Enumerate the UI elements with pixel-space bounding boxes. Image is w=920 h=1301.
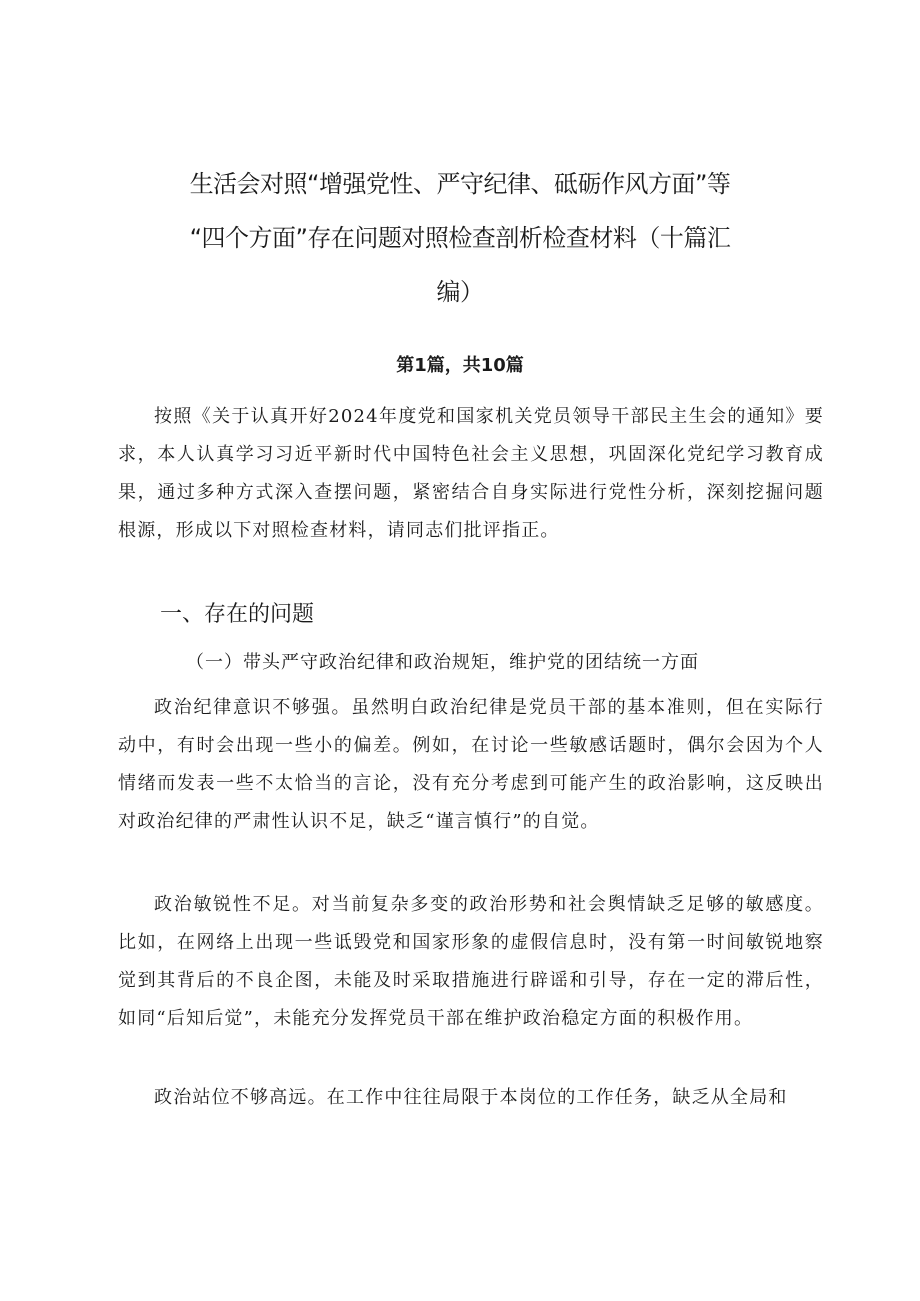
title-line-1: 生活会对照“增强党性、严守纪律、砥砺作风方面”等 (189, 170, 731, 198)
body-paragraph-3: 政治站位不够高远。在工作中往往局限于本岗位的工作任务，缺乏从全局和 (154, 1087, 788, 1108)
section-heading: 一、存在的问题 (160, 602, 315, 627)
title-line-3: 编） (436, 278, 484, 306)
body-paragraph-2: 政治敏锐性不足。对当前复杂多变的政治形势和社会舆情缺乏足够的敏感度。比如，在网络上出现一些诋毁党和国家形象的虚假信息时，没有第一时间敏锐地察觉到其背后的不良企图，未能及时采取措施进行辟谣和引导，存在一定的滞后性，如同“后知后觉”，未能充分发挥党员干部在维护政治稳定方面的积极作用。 (118, 894, 824, 1029)
document-title (160, 157, 760, 319)
title-line-2: “四个方面”存在问题对照检查剖析检查材料（十篇汇 (189, 224, 731, 252)
body-paragraph-1: 政治纪律意识不够强。虽然明白政治纪律是党员干部的基本准则，但在实际行动中，有时会出现一些小的偏差。例如，在讨论一些敏感话题时，偶尔会因为个人情绪而发表一些不太恰当的言论，没有充分考虑到可能产生的政治影响，这反映出对政治纪律的严肃性认识不足，缺乏“谨言慎行”的自觉。 (118, 697, 824, 832)
subsection-heading: （一）带头严守政治纪律和政治规矩，维护党的团结统一方面 (186, 652, 699, 673)
intro-paragraph: 按照《关于认真开好2024年度党和国家机关党员领导干部民主生会的通知》要求，本人认真学习习近平新时代中国特色社会主义思想，巩固深化党纪学习教育成果，通过多种方式深入查摆问题，紧密结合自身实际进行党性分析，深刻挖掘问题根源，形成以下对照检查材料，请同志们批评指正。 (118, 406, 824, 541)
part-indicator: 第1篇，共10篇 (396, 355, 524, 376)
